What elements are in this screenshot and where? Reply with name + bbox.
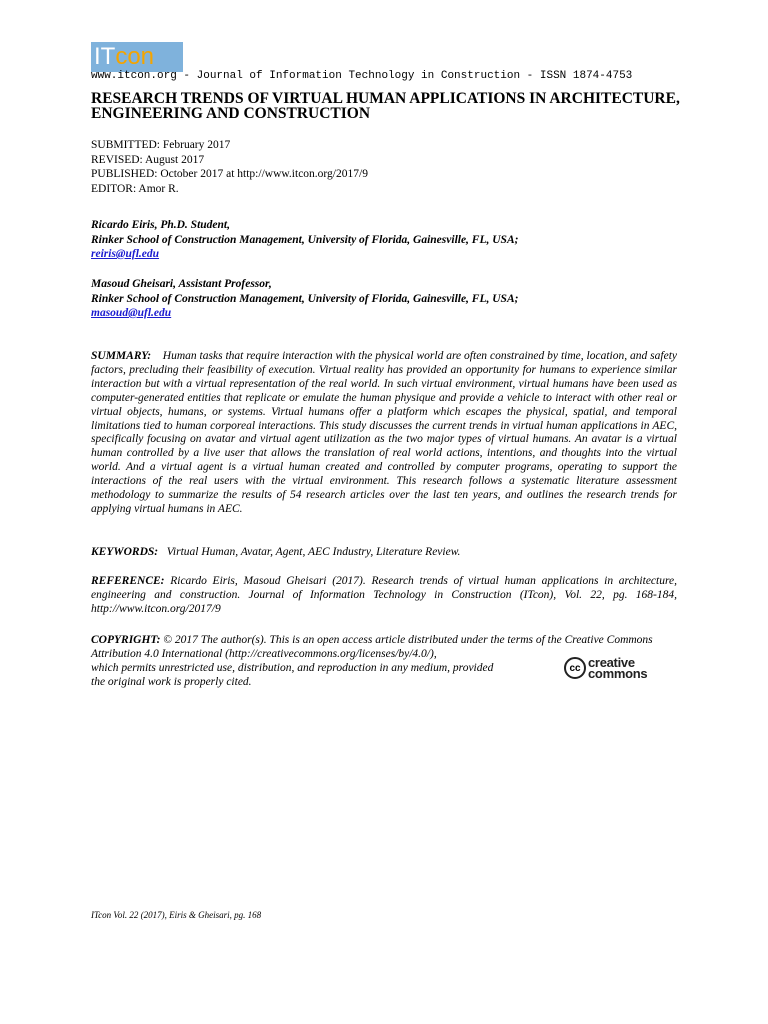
editor: EDITOR: Amor R. bbox=[91, 182, 179, 195]
keywords-label: KEYWORDS: bbox=[91, 546, 159, 558]
copyright-label: COPYRIGHT: bbox=[91, 634, 161, 646]
author-name: Ricardo Eiris, Ph.D. Student, bbox=[91, 219, 230, 231]
published-date: PUBLISHED: October 2017 at http://www.itcon.org/2017/9 bbox=[91, 168, 368, 180]
reference-label: REFERENCE: bbox=[91, 575, 165, 587]
author-affiliation: Rinker School of Construction Management, University of Florida, Gainesville, FL, USA; bbox=[91, 233, 519, 246]
publication-dates bbox=[91, 138, 368, 196]
cc-word-creative: creative bbox=[588, 655, 635, 670]
keywords-section bbox=[91, 545, 677, 559]
copyright-text: the original work is properly cited. bbox=[91, 676, 252, 688]
author-name: Masoud Gheisari, Assistant Professor, bbox=[91, 278, 272, 290]
cc-word-commons: commons bbox=[588, 666, 648, 681]
copyright-text: © 2017 The author(s). This is an open access article distributed under the terms of the Creative Commons Attribution 4.0 International (http://creativecommons.org/licenses/by/4.0/), bbox=[91, 634, 653, 660]
creative-commons-logo[interactable] bbox=[564, 655, 676, 681]
reference-text: Ricardo Eiris, Masoud Gheisari (2017). Research trends of virtual human applications in architecture, engineering and construction. Journal of Information Technology in Construction (ITcon), Vol. 22, pg. 168-184, http://www.itcon.org/2017/9 bbox=[91, 575, 678, 615]
cc-icon: cc bbox=[564, 657, 586, 679]
summary-section bbox=[91, 350, 677, 517]
author-affiliation: Rinker School of Construction Management, University of Florida, Gainesville, FL, USA; bbox=[91, 292, 519, 305]
author-block bbox=[91, 277, 518, 321]
page-footer: ITcon Vol. 22 (2017), Eiris & Gheisari, pg. 168 bbox=[91, 910, 262, 920]
copyright-text: which permits unrestricted use, distribution, and reproduction in any medium, provided bbox=[91, 662, 494, 674]
itcon-logo bbox=[91, 42, 183, 72]
keywords-text: Virtual Human, Avatar, Agent, AEC Industry, Literature Review. bbox=[166, 546, 461, 558]
summary-text: Human tasks that require interaction with the physical world are often constrained by time, location, and safety factors, precluding their feasibility of execution. Virtual reality has provided an opportunity for humans to experience similar interaction but with a virtual representation of the real world. In such virtual environment, virtual humans have been used as computer-generated entities that replicate or emulate the human physique and provide a vehicle to interact with other real or virtual objects, humans, or systems. Virtual humans offer a platform which escapes the physical, spatial, and temporal limitations tied to human corporeal interactions. This study discusses the current trends in virtual human applications in AEC, specifically focusing on avatar and virtual agent utilization as the two major types of virtual humans. An avatar is a virtual human controlled by a live user that allows the translation of real world actions, intentions, and thoughts into the virtual world. And a virtual agent is a virtual human created and controlled by computer programs, operating to support the interactions of the real users with the virtual environment. This research follows a systematic literature assessment methodology to summarize the results of 54 research articles over the last ten years, and outlines the research trends for applying virtual humans in AEC. bbox=[91, 350, 678, 515]
summary-label: SUMMARY: bbox=[91, 350, 152, 362]
revised-date: REVISED: August 2017 bbox=[91, 153, 205, 166]
logo-text-it: IT bbox=[94, 43, 116, 70]
reference-section bbox=[91, 574, 677, 616]
submitted-date: SUBMITTED: February 2017 bbox=[91, 139, 231, 151]
logo-text-con: con bbox=[115, 43, 155, 70]
cc-wordmark bbox=[588, 657, 647, 679]
author-email-link[interactable]: reiris@ufl.edu bbox=[91, 248, 160, 260]
author-email-link[interactable]: masoud@ufl.edu bbox=[91, 307, 172, 319]
journal-header: www.itcon.org - Journal of Information Technology in Construction - ISSN 1874-4753 bbox=[91, 70, 633, 82]
author-block bbox=[91, 218, 518, 262]
paper-title: RESEARCH TRENDS OF VIRTUAL HUMAN APPLICATIONS IN ARCHITECTURE, ENGINEERING AND CONSTRUCTION bbox=[91, 90, 680, 122]
